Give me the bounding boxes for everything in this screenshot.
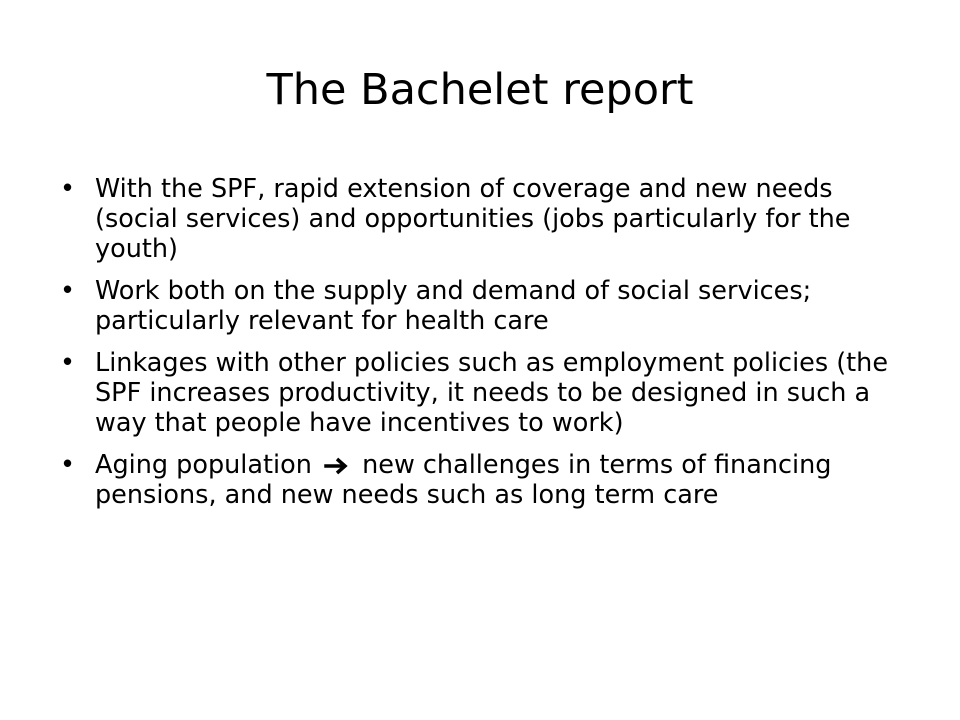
slide-title: The Bachelet report (266, 65, 694, 115)
bullet-dot: • (60, 174, 76, 204)
bullet-item (58, 276, 898, 336)
bullet-list (58, 174, 898, 522)
bullet-text: Work both on the supply and demand of social services; particularly relevant for health care (95, 276, 812, 336)
bullet-text: Linkages with other policies such as employment policies (the SPF increases productivity, it needs to be designed in such a way that people have incentives to work) (95, 348, 889, 438)
bullet-dot: • (60, 276, 76, 306)
bullet-item (58, 348, 898, 438)
bullet-dot: • (60, 450, 76, 480)
bullet-text: With the SPF, rapid extension of coverage and new needs (social services) and opportunities (jobs particularly for the youth) (95, 174, 851, 264)
bullet-dot: • (60, 348, 76, 378)
bullet-item (58, 174, 898, 264)
bullet-text-before-arrow: Aging population (95, 450, 312, 480)
bullet-item (58, 450, 898, 510)
bullet-text-after-arrow: new challenges in terms of financing pensions, and new needs such as long term care (95, 450, 832, 510)
right-arrow-icon (324, 457, 350, 475)
